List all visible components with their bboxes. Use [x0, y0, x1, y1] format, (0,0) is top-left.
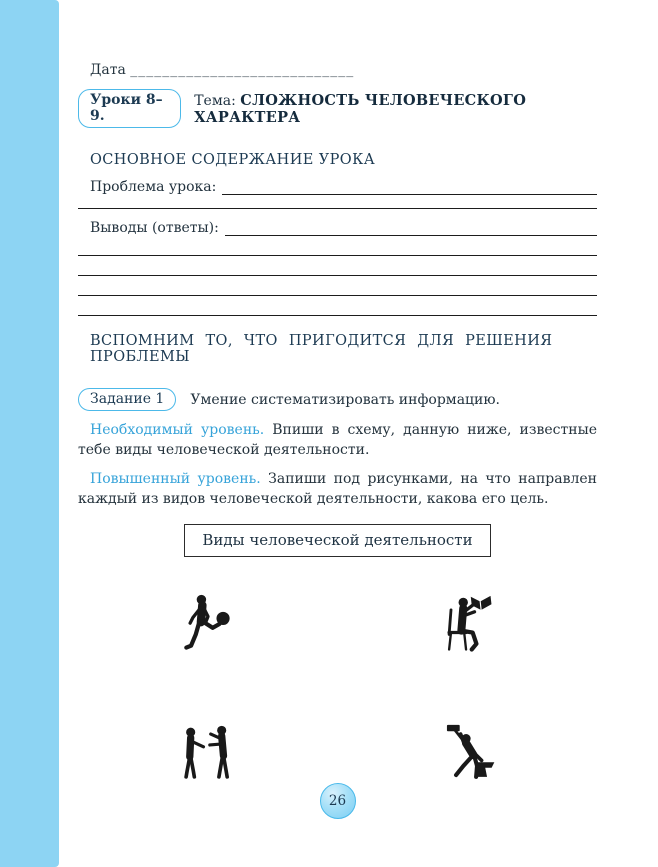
advanced-level-text: Запиши под рисунками, на что направлен каждый из видов человеческой деятельности, какова его цель. — [78, 471, 597, 507]
date-label: Дата — [90, 62, 126, 78]
pictogram-grid — [78, 593, 597, 787]
lesson-badge: Уроки 8–9. — [78, 89, 181, 128]
task-title: Умение систематизировать информацию. — [190, 391, 501, 408]
required-level-label: Необходимый уровень. — [90, 422, 265, 438]
person-reading-icon — [434, 593, 500, 657]
write-in-line — [78, 315, 597, 316]
people-talking-icon — [175, 723, 241, 787]
write-in-line — [78, 275, 597, 276]
conclusions-row — [78, 219, 597, 236]
lesson-row — [78, 89, 597, 128]
advanced-level-label: Повышенный уровень. — [90, 471, 261, 487]
write-in-line — [78, 255, 597, 256]
conclusions-label: Выводы (ответы): — [90, 220, 219, 236]
activity-types-box: Виды человеческой деятельности — [184, 524, 490, 557]
required-level-paragraph — [78, 420, 597, 460]
theme-prefix: Тема: — [194, 92, 236, 109]
task-badge: Задание 1 — [78, 388, 176, 411]
required-level-text: Впиши в схему, данную ниже, известные тебе виды человеческой деятельности. — [78, 422, 598, 458]
problem-row — [78, 178, 597, 195]
write-in-line — [225, 220, 597, 236]
page-number-badge: 26 — [320, 783, 356, 819]
page-content — [78, 0, 598, 809]
write-in-line — [222, 179, 597, 195]
recall-heading: ВСПОМНИМ ТО, ЧТО ПРИГОДИТСЯ ДЛЯ РЕШЕНИЯ ПРОБЛЕМЫ — [90, 333, 553, 365]
write-in-line — [78, 295, 597, 296]
theme-title: СЛОЖНОСТЬ ЧЕЛОВЕЧЕСКОГО ХАРАКТЕРА — [194, 91, 527, 126]
write-in-line — [78, 208, 597, 209]
problem-label: Проблема урока: — [90, 179, 217, 195]
blacksmith-anvil-icon — [434, 723, 500, 787]
football-player-icon — [175, 593, 241, 657]
advanced-level-paragraph — [78, 469, 597, 509]
date-write-in-line: ____________________________ — [130, 62, 355, 78]
left-blue-band — [0, 0, 59, 867]
main-content-heading: ОСНОВНОЕ СОДЕРЖАНИЕ УРОКА — [90, 152, 376, 168]
task-row — [78, 388, 597, 411]
theme-line — [194, 92, 597, 126]
date-row — [90, 62, 597, 78]
